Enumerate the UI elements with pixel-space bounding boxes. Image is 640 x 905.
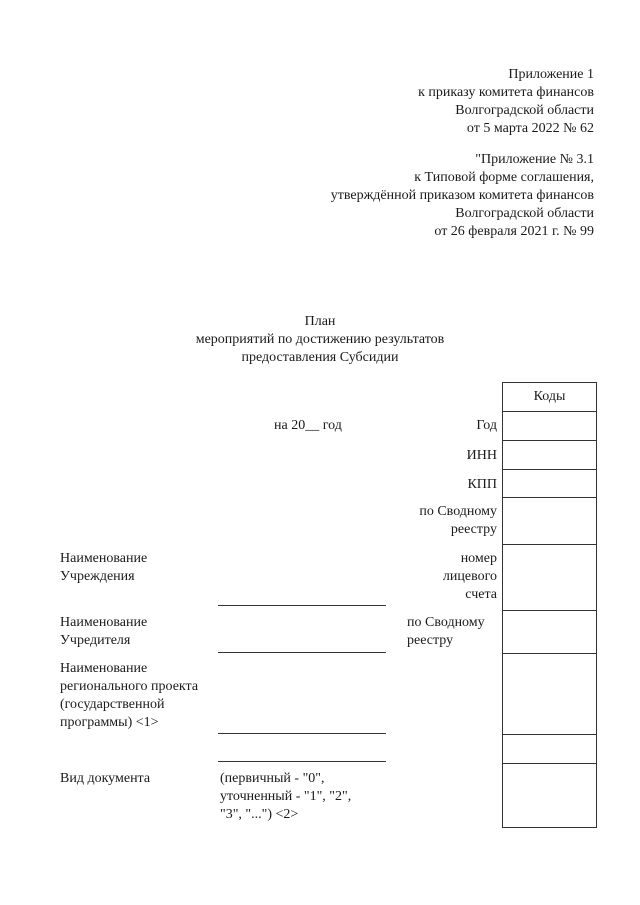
label-svod1-l2: реестру	[450, 522, 497, 537]
label-institution-l1: Наименование	[60, 551, 148, 566]
appendix1-line3: Волгоградской области	[455, 103, 594, 118]
codes-row-separator	[503, 544, 596, 545]
doc-type-value-l3: "3", "...") <2>	[220, 807, 299, 822]
label-doc-type: Вид документа	[60, 771, 151, 786]
codes-row-separator	[503, 734, 596, 735]
appendix31-line4: Волгоградской области	[455, 206, 594, 221]
label-account-l3: счета	[465, 587, 497, 602]
label-year: Год	[476, 418, 497, 433]
label-account-l2: лицевого	[442, 569, 497, 584]
label-project-l3: (государственной	[60, 697, 165, 712]
appendix1-line2: к приказу комитета финансов	[418, 85, 594, 100]
doc-type-value-l2: уточненный - "1", "2",	[220, 789, 352, 804]
institution-fill-line	[218, 605, 386, 606]
project-fill-line	[218, 733, 386, 734]
label-founder-l2: Учредителя	[60, 633, 131, 648]
year-text: на 20__ год	[274, 418, 342, 433]
label-kpp: КПП	[467, 477, 497, 492]
label-project-l4: программы) <1>	[60, 715, 159, 730]
founder-fill-line	[218, 652, 386, 653]
codes-row-separator	[503, 497, 596, 498]
title-line1: План	[304, 314, 336, 329]
title-line2: мероприятий по достижению результатов	[195, 332, 445, 347]
label-svod2-l1: по Сводному	[407, 615, 485, 630]
appendix31-line5: от 26 февраля 2021 г. № 99	[434, 224, 594, 239]
label-inn: ИНН	[466, 448, 497, 463]
label-institution-l2: Учреждения	[60, 569, 135, 584]
appendix31-line1: "Приложение № 3.1	[475, 152, 594, 167]
codes-table	[502, 382, 597, 828]
title-line3: предоставления Субсидии	[241, 350, 399, 365]
codes-row-separator	[503, 469, 596, 470]
codes-header: Коды	[503, 383, 596, 412]
codes-row-separator	[503, 440, 596, 441]
codes-row-separator	[503, 653, 596, 654]
appendix31-line2: к Типовой форме соглашения,	[414, 170, 594, 185]
appendix1-line1: Приложение 1	[508, 67, 594, 82]
doc-type-value-l1: (первичный - "0",	[220, 771, 325, 786]
appendix31-line3: утверждённой приказом комитета финансов	[330, 188, 594, 203]
label-svod2-l2: реестру	[407, 633, 454, 648]
label-project-l2: регионального проекта	[60, 679, 199, 694]
project-fill-line-2	[218, 761, 386, 762]
label-project-l1: Наименование	[60, 661, 148, 676]
label-account-l1: номер	[460, 551, 497, 566]
codes-row-separator	[503, 610, 596, 611]
label-founder-l1: Наименование	[60, 615, 148, 630]
label-svod1-l1: по Сводному	[419, 504, 497, 519]
appendix1-line4: от 5 марта 2022 № 62	[466, 121, 594, 136]
codes-row-separator	[503, 763, 596, 764]
